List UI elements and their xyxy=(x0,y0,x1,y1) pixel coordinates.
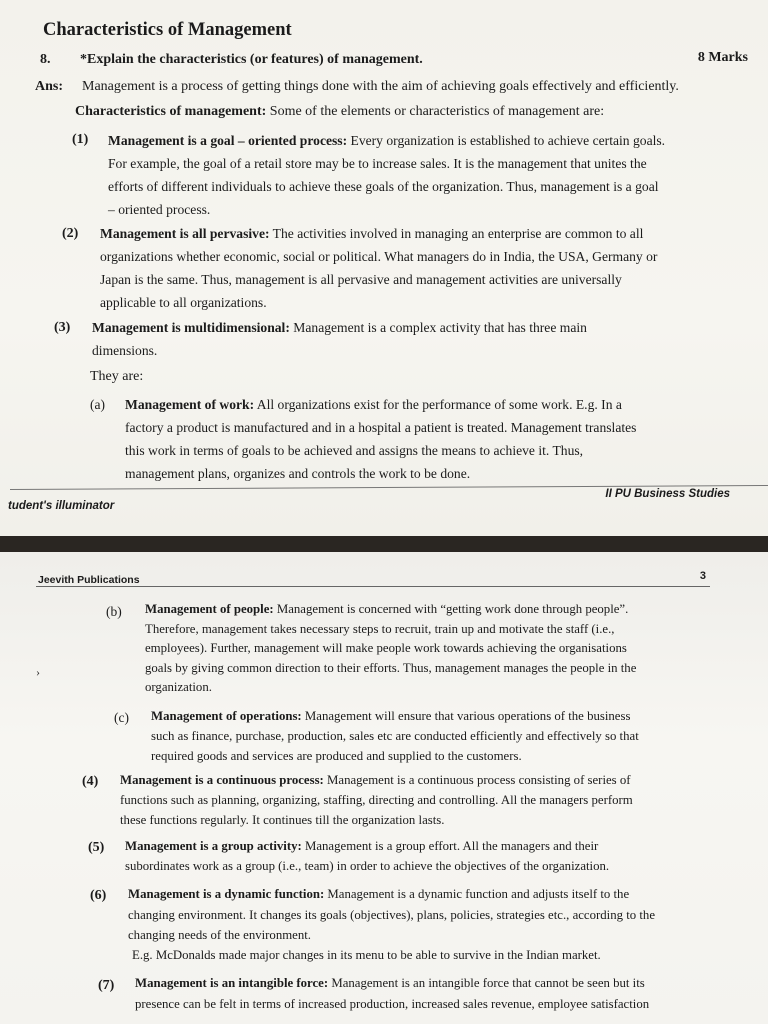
answer-text: Management is a process of getting things done with the aim of achieving goals effectively and efficiently. xyxy=(82,79,679,94)
question-text: *Explain the characteristics (or features) of management. xyxy=(80,52,423,67)
sub-point-line: Therefore, management takes necessary steps to recruit, train up and motivate the staff (i.e., xyxy=(145,621,615,636)
point-line: subordinates work as a group (i.e., team) in order to achieve the objectives of the organization. xyxy=(125,859,610,873)
sub-point-heading: Management of operations: xyxy=(151,709,302,723)
point-line: changing environment. It changes its goals (objectives), plans, policies, strategies etc., according to the xyxy=(128,907,656,922)
point-number: (7) xyxy=(98,978,115,993)
sub-point-line: All organizations exist for the performance of some work. E.g. In a xyxy=(254,397,622,412)
example-line: E.g. McDonalds made major changes in its menu to be able to survive in the Indian market. xyxy=(132,948,601,962)
point-heading: Management is a continuous process: xyxy=(120,773,324,787)
answer-label: Ans: xyxy=(35,79,64,94)
point-line: Management is a complex activity that has three main xyxy=(289,320,587,335)
point-line: Management is a continuous process consisting of series of xyxy=(323,773,631,787)
point-line: efforts of different individuals to achieve these goals of the organization. Thus, management is a goal xyxy=(108,179,659,194)
point-line: Japan is the same. Thus, management is all pervasive and management activities are universally xyxy=(100,272,622,287)
point-7-paragraph xyxy=(135,973,747,1015)
sub-b-paragraph xyxy=(145,600,713,698)
point-line: organizations whether economic, social or political. What managers do in India, the USA, Germany or xyxy=(100,249,658,264)
point-number: (4) xyxy=(82,774,99,789)
point-heading: Management is a goal – oriented process: xyxy=(108,133,348,148)
point-line: The activities involved in managing an enterprise are common to all xyxy=(269,226,644,241)
point-number: (5) xyxy=(88,840,105,855)
sub-point-line: such as finance, purchase, production, sales etc are conducted efficiently and effectively so that xyxy=(151,729,639,743)
sub-point-line: goals by giving common direction to their efforts. Thus, management manages the people in the xyxy=(145,660,637,675)
point-line: applicable to all organizations. xyxy=(100,295,267,310)
sub-point-line: employees). Further, management will make people work towards achieving the organisations xyxy=(145,641,627,655)
sub-point-line: organization. xyxy=(145,680,212,694)
publisher-header: Jeevith Publications xyxy=(38,574,140,586)
point-heading: Management is an intangible force: xyxy=(135,976,329,990)
point-line: presence can be felt in terms of increased production, increased sales revenue, employee satisfaction xyxy=(135,997,650,1011)
point-line: Management is an intangible force that cannot be seen but its xyxy=(328,976,645,990)
sub-point-number: (c) xyxy=(114,710,129,725)
chapter-title: Characteristics of Management xyxy=(43,20,292,40)
sub-point-heading: Management of work: xyxy=(125,397,255,412)
sub-point-line: required goods and services are produced and supplied to the customers. xyxy=(151,749,522,763)
intro-line xyxy=(75,104,604,120)
sub-point-line: Management is concerned with “getting work done through people”. xyxy=(273,602,629,616)
point-5-paragraph xyxy=(125,836,729,876)
point-number: (1) xyxy=(72,132,89,147)
point-2-paragraph xyxy=(100,222,740,314)
pen-mark: › xyxy=(36,665,40,679)
footer-left-text: tudent's illuminator xyxy=(8,500,115,512)
sub-a-paragraph xyxy=(125,393,733,485)
point-3-paragraph xyxy=(92,316,736,362)
header-rule xyxy=(36,586,710,587)
point-line: For example, the goal of a retail store may be to increase sales. It is the management that unites the xyxy=(108,156,647,171)
point-4-paragraph xyxy=(120,770,722,830)
bottom-page xyxy=(0,552,768,1024)
point-heading: Management is all pervasive: xyxy=(100,226,270,241)
point-line: changing needs of the environment. xyxy=(128,928,312,942)
sub-point-number: (a) xyxy=(90,397,105,412)
intro-heading: Characteristics of management: xyxy=(75,104,267,119)
sub-point-line: factory a product is manufactured and in a hospital a patient is treated. Management translates xyxy=(125,420,637,435)
they-are-label: They are: xyxy=(90,369,144,384)
point-6-paragraph xyxy=(128,884,736,946)
point-line: Every organization is established to achieve certain goals. xyxy=(347,133,666,148)
point-heading: Management is multidimensional: xyxy=(92,320,290,335)
sub-c-paragraph xyxy=(151,706,717,766)
sub-point-line: Management will ensure that various operations of the business xyxy=(301,709,631,723)
point-number: (2) xyxy=(62,226,79,241)
point-number: (3) xyxy=(54,320,71,335)
point-number: (6) xyxy=(90,888,107,903)
sub-point-number: (b) xyxy=(106,604,122,619)
intro-text: Some of the elements or characteristics of management are: xyxy=(266,104,605,119)
point-heading: Management is a group activity: xyxy=(125,839,302,853)
point-line: functions such as planning, organizing, staffing, directing and controlling. All the managers perform xyxy=(120,793,633,807)
point-line: Management is a dynamic function and adjusts itself to the xyxy=(324,887,630,901)
point-line: these functions regularly. It continues till the organization lasts. xyxy=(120,813,445,827)
marks-label: 8 Marks xyxy=(697,50,748,65)
point-line: dimensions. xyxy=(92,343,158,358)
page-number: 3 xyxy=(699,570,706,582)
point-line: – oriented process. xyxy=(108,202,211,217)
footer-right-text: II PU Business Studies xyxy=(605,488,730,500)
question-number: 8. xyxy=(40,52,51,67)
sub-point-heading: Management of people: xyxy=(145,602,274,616)
point-heading: Management is a dynamic function: xyxy=(128,887,325,901)
sub-point-line: management plans, organizes and controls the work to be done. xyxy=(125,466,471,481)
point-1-paragraph xyxy=(108,129,744,221)
point-line: Management is a group effort. All the managers and their xyxy=(301,839,599,853)
sub-point-line: this work in terms of goals to be achieved and assigns the means to achieve it. Thus, xyxy=(125,443,584,458)
